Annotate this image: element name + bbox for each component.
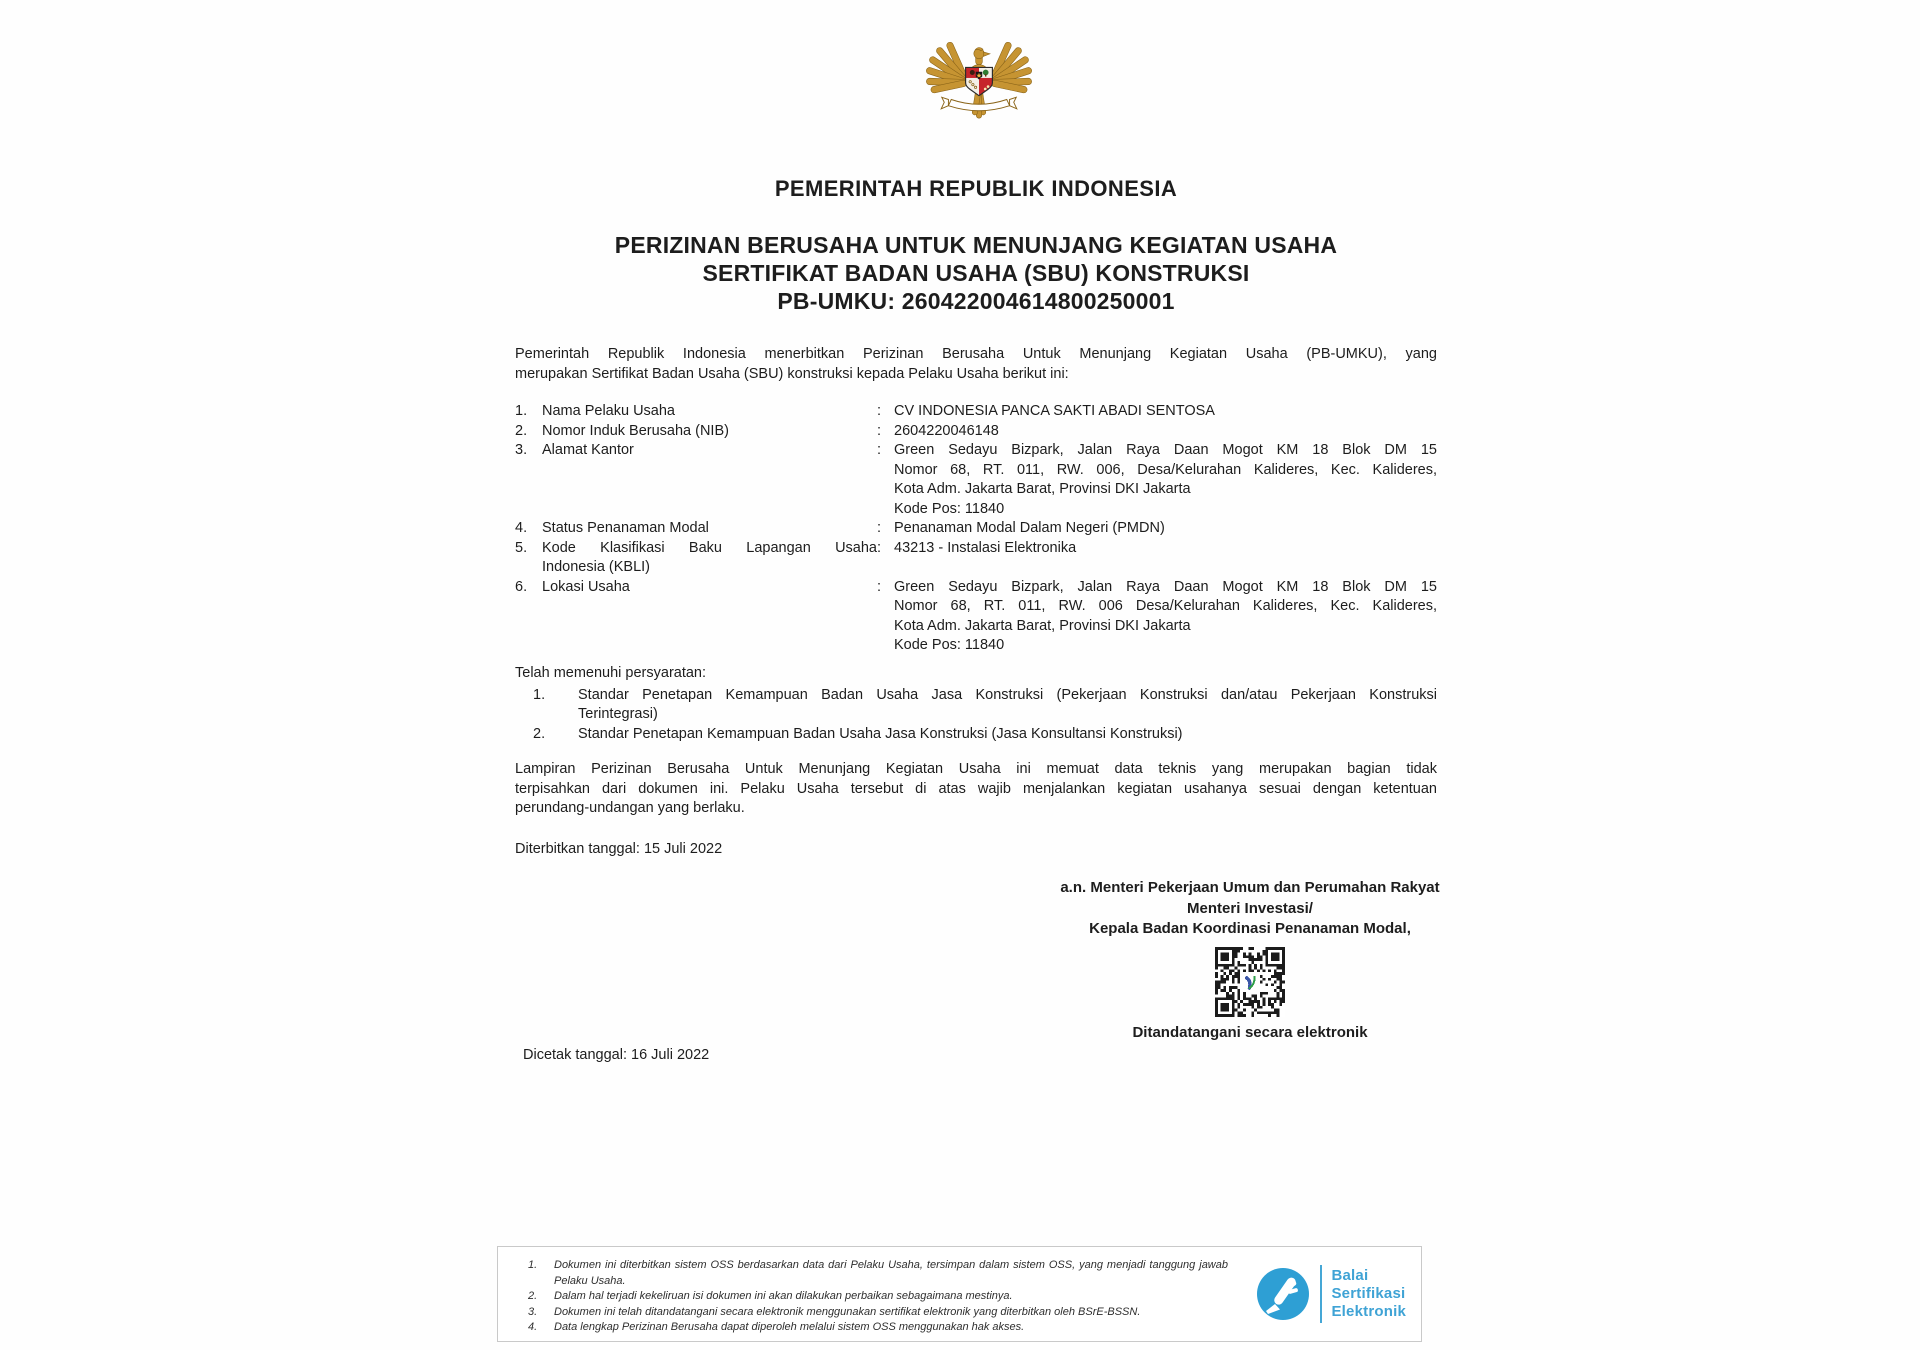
detail-row-kbli [515,539,1437,578]
requirement-text: Standar Penetapan Kemampuan Badan Usaha Jasa Konstruksi (Jasa Konsultansi Konstruksi) [578,725,1183,742]
item-label-line: Kode Klasifikasi Baku Lapangan Usaha [542,539,877,556]
document-title-line1: PERIZINAN BERUSAHA UNTUK MENUNJANG KEGIATAN USAHA [614,232,1338,258]
footer-disclaimer-box [497,1246,1422,1342]
item-label: Nama Pelaku Usaha [542,403,675,419]
colon: : [877,422,882,439]
requirements-section [515,664,1437,744]
item-value [894,578,1437,656]
document-number: PB-UMKU: 260422004614800250001 [777,288,1175,314]
requirements-list [515,686,1437,745]
item-number: 6. [515,578,528,595]
item-label: Lokasi Usaha [542,578,630,595]
logo-divider [1320,1265,1322,1323]
electronic-signature-note: Ditandatangani secara elektronik [1132,1023,1368,1041]
item-value: Penanaman Modal Dalam Negeri (PMDN) [894,520,1165,536]
footer-note-text: Dokumen ini telah ditandatangani secara elektronik menggunakan sertifikat elektronik yang diterbitkan oleh BSrE-BSSN. [554,1305,1141,1318]
item-number: 4. [528,1321,538,1333]
item-label: Status Penanaman Modal [542,520,709,536]
item-label: Nomor Induk Berusaha (NIB) [542,422,729,439]
colon: : [877,520,882,536]
item-number: 3. [515,442,528,458]
item-number: 1. [533,686,546,703]
detail-row-lokasi [515,578,1437,656]
detail-row-alamat [515,441,1437,519]
address-line: Kota Adm. Jakarta Barat, Provinsi DKI Jakarta [894,617,1191,634]
address-line: Nomor 68, RT. 011, RW. 006, Desa/Kelurahan Kalideres, Kec. Kalideres, [894,461,1437,478]
colon: : [877,442,882,458]
signature-authority-line1: a.n. Menteri Pekerjaan Umum dan Perumahan Rakyat [1060,879,1440,896]
item-number: 5. [515,539,528,556]
detail-row-nama [515,402,1437,422]
item-number: 4. [515,520,528,536]
item-number: 3. [528,1305,538,1318]
postal-code-line: Kode Pos: 11840 [894,500,1005,517]
footer-note-line: Dokumen ini diterbitkan sistem OSS berdasarkan data dari Pelaku Usaha, tersimpan dalam sistem OSS, yang menjadi tanggung jawab [554,1259,1228,1271]
footer-note-text: Dalam hal terjadi kekeliruan isi dokumen ini akan dilakukan perbaikan sebagaimana mestinya. [554,1290,1013,1302]
footer-notes-list [528,1258,1228,1336]
document-title [515,231,1437,315]
signature-authority-line3: Kepala Badan Koordinasi Penanaman Modal, [1089,920,1411,937]
item-number: 2. [515,422,528,439]
colon: : [877,539,882,556]
requirement-line: Standar Penetapan Kemampuan Badan Usaha Jasa Konstruksi (Pekerjaan Konstruksi dan/atau Pekerjaan Konstruksi [578,686,1437,703]
footer-note-text: Data lengkap Perizinan Berusaha dapat diperoleh melalui sistem OSS menggunakan hak akses. [554,1321,1025,1333]
garuda-pancasila-emblem-icon [912,28,1046,126]
item-number: 1. [528,1259,538,1271]
requirement-item [515,725,1437,745]
address-line: Green Sedayu Bizpark, Jalan Raya Daan Mogot KM 18 Blok DM 15 [894,578,1437,595]
footer-note [528,1320,1228,1336]
balai-sertifikasi-elektronik-logo [1255,1258,1406,1330]
item-label [542,539,877,578]
requirement-line: Terintegrasi) [578,706,658,722]
item-number: 2. [528,1290,538,1302]
bse-logo-line: Balai [1331,1267,1369,1284]
requirement-text [578,686,1437,725]
government-title: PEMERINTAH REPUBLIK INDONESIA [774,176,1178,201]
business-detail-list [515,402,1437,656]
footer-note [528,1258,1228,1289]
bse-logo-line: Sertifikasi [1331,1285,1406,1302]
qr-code [1215,947,1285,1017]
postal-code-line: Kode Pos: 11840 [894,637,1005,653]
closing-line: Lampiran Perizinan Berusaha Untuk Menunjang Kegiatan Usaha ini memuat data teknis yang merupakan bagian tidak [515,761,1437,777]
footer-note-line: Pelaku Usaha. [554,1274,626,1287]
item-label-line: Indonesia (KBLI) [542,559,651,575]
item-value: 2604220046148 [894,422,999,439]
printed-date: Dicetak tanggal: 16 Juli 2022 [523,1047,710,1063]
closing-line: perundang-undangan yang berlaku. [515,800,745,816]
signature-authority-line2: Menteri Investasi/ [1187,899,1313,917]
address-line: Nomor 68, RT. 011, RW. 006 Desa/Kelurahan Kalideres, Kec. Kalideres, [894,598,1437,614]
colon: : [877,403,882,419]
item-value: CV INDONESIA PANCA SAKTI ABADI SENTOSA [894,403,1215,419]
issued-date: Diterbitkan tanggal: 15 Juli 2022 [515,841,723,857]
detail-row-nib [515,422,1437,442]
address-line: Green Sedayu Bizpark, Jalan Raya Daan Mogot KM 18 Blok DM 15 [894,442,1437,458]
footer-note [528,1289,1228,1305]
item-value [894,441,1437,519]
intro-line: Pemerintah Republik Indonesia menerbitkan Perizinan Berusaha Untuk Menunjang Kegiatan Usaha (PB-UMKU), yang [515,346,1437,362]
closing-paragraph [515,760,1437,819]
requirements-heading: Telah memenuhi persyaratan: [515,665,707,681]
bse-circle-icon [1255,1266,1311,1322]
closing-line: terpisahkan dari dokumen ini. Pelaku Usaha tersebut di atas wajib menjalankan kegiatan usahanya sesuai dengan ketentuan [515,780,1437,797]
item-number: 2. [533,725,546,742]
colon: : [877,578,882,595]
bse-logo-text [1331,1267,1406,1321]
signature-block [980,878,1520,1043]
document-title-line2: SERTIFIKAT BADAN USAHA (SBU) KONSTRUKSI [702,260,1250,286]
footer-note-text [554,1258,1228,1289]
requirement-item [515,686,1437,725]
intro-line: merupakan Sertifikat Badan Usaha (SBU) konstruksi kepada Pelaku Usaha berikut ini: [515,365,1069,382]
address-line: Kota Adm. Jakarta Barat, Provinsi DKI Jakarta [894,481,1191,497]
item-number: 1. [515,403,528,419]
bse-logo-line: Elektronik [1331,1303,1406,1320]
item-label: Alamat Kantor [542,442,634,458]
intro-paragraph [515,345,1437,384]
footer-note [528,1305,1228,1321]
item-value: 43213 - Instalasi Elektronika [894,539,1077,556]
qr-code-icon [1215,947,1285,1017]
detail-row-status-modal [515,519,1437,539]
